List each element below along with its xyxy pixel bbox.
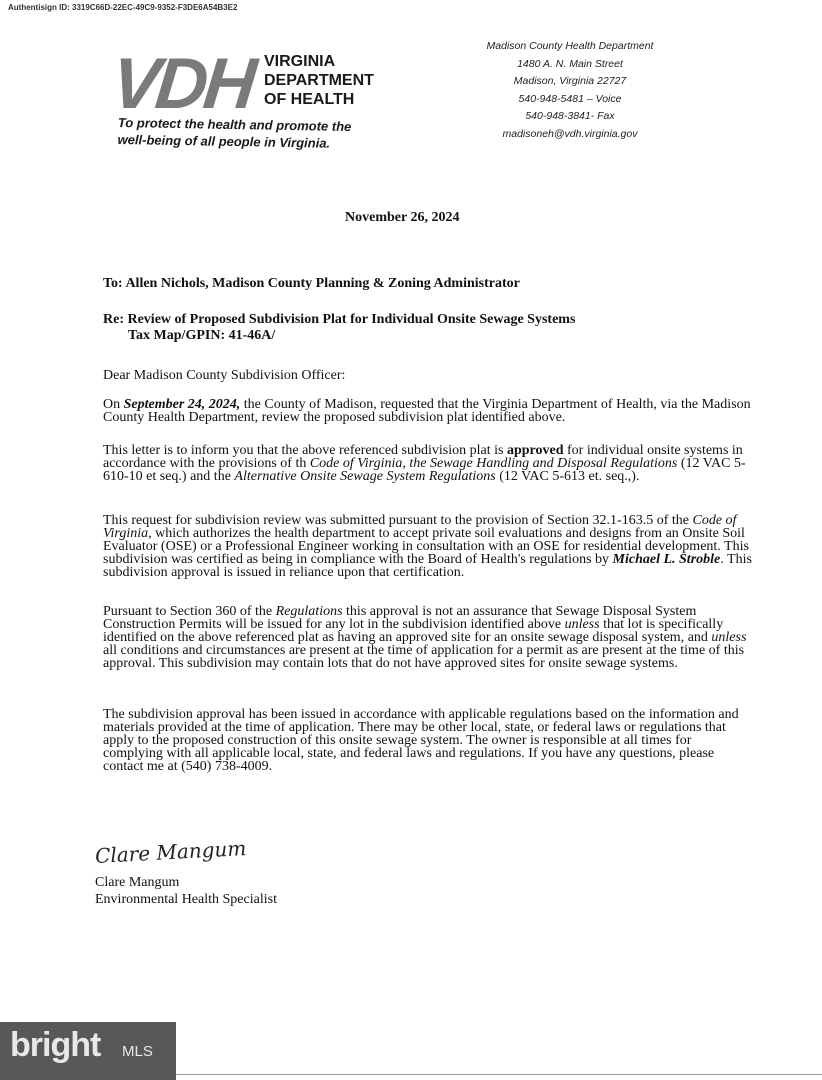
paragraph-approval	[103, 444, 753, 483]
tagline-line-2: well-being of all people in Virginia.	[117, 131, 331, 151]
re-tax-map: Tax Map/GPIN: 41-46A/	[128, 328, 276, 343]
paragraph-certification	[103, 514, 753, 579]
department-fax: 540-948-3841- Fax	[525, 110, 615, 122]
p2-text-g: (12 VAC 5-613 et. seq.,).	[495, 469, 640, 484]
vdh-tagline	[117, 114, 351, 152]
signer-title: Environmental Health Specialist	[95, 892, 277, 907]
authentisign-id: Authentisign ID: 3319C66D-22EC-49C9-9352-F3DE6A54B3E2	[8, 3, 238, 12]
p2-text-e: (12 VAC 5-610-10 et seq.) and the	[103, 456, 746, 484]
p1-text-c: the County of Madison, requested that the Virginia Department of Health, via the Madison County Health Department, review the proposed subdivision plat identified above.	[103, 397, 751, 425]
p2-code: Code of Virginia, the Sewage Handling and Disposal Regulations	[309, 456, 678, 471]
p3-text-a: This request for subdivision review was submitted pursuant to the provision of Section 32.1-163.5 of the	[103, 513, 693, 528]
p2-approved: approved	[506, 443, 564, 458]
p4-text-a: Pursuant to Section 360 of the	[103, 604, 276, 619]
salutation: Dear Madison County Subdivision Officer:	[103, 368, 346, 383]
p4-unless-2: unless	[711, 630, 747, 645]
paragraph-closing: The subdivision approval has been issued in accordance with applicable regulations based on the information and materials provided at the time of application. There may be other local, state, or federal laws or regulations that apply to the proposed construction of this onsite sewage system. The owner is responsible at all times for complying with all applicable local, state, and federal laws and regulations. If you have any questions, please contact me at (540) 738-4009.	[103, 707, 739, 774]
p4-unless-1: unless	[564, 617, 600, 632]
p2-text-a: This letter is to inform you that the above referenced subdivision plat is	[103, 443, 507, 458]
vdh-logo-mark: VDH	[107, 44, 257, 124]
logo-line-1: VIRGINIA	[264, 53, 336, 70]
paragraph-section-360	[103, 605, 753, 670]
department-name: Madison County Health Department	[486, 40, 654, 52]
p3-text-e: . This subdivision approval is issued in reliance upon that certification.	[103, 552, 752, 580]
re-subject: Re: Review of Proposed Subdivision Plat for Individual Onsite Sewage Systems	[103, 312, 576, 327]
tagline-line-1: To protect the health and promote the	[117, 114, 352, 135]
to-line: To: Allen Nichols, Madison County Planning & Zoning Administrator	[103, 276, 520, 291]
bright-mls-suffix: MLS	[122, 1043, 153, 1060]
p4-text-g: all conditions and circumstances are present at the time of application for a permit as are present at the time of this approval. This subdivision may contain lots that do not have approved sites for onsite sewage systems.	[103, 643, 745, 671]
p3-engineer: Michael L. Stroble	[612, 552, 721, 567]
vdh-logo-text	[264, 52, 374, 109]
p1-text-a: On	[103, 397, 124, 412]
department-street: 1480 A. N. Main Street	[517, 57, 623, 70]
signer-name: Clare Mangum	[95, 875, 180, 890]
p3-code: Code of Virginia	[103, 513, 737, 541]
paragraph-request	[103, 398, 753, 424]
p2-text-c: for individual onsite systems in accordance with the provisions of th	[103, 443, 743, 471]
department-city: Madison, Virginia 22727	[513, 75, 627, 87]
p3-text-c: , which authorizes the health department to accept private soil evaluations and designs from an Onsite Soil Evaluator (OSE) or a Professional Engineer working in consultation with an OSE for residential development. This subdivision was certified as being in compliance with the Board of Health's regulations by	[103, 526, 749, 567]
bright-logo-text: bright	[10, 1026, 101, 1064]
logo-line-2: DEPARTMENT	[264, 72, 374, 89]
re-line	[103, 312, 575, 344]
p2-alt-regs: Alternative Onsite Sewage System Regulations	[234, 469, 496, 484]
department-voice: 540-948-5481 – Voice	[518, 92, 622, 105]
p4-text-c: this approval is not an assurance that Sewage Disposal System Construction Permits will be issued for any lot in the subdivision identified above	[103, 604, 697, 632]
page-bottom-rule	[176, 1074, 822, 1075]
logo-line-3: OF HEALTH	[264, 91, 355, 108]
department-email: madisoneh@vdh.virginia.gov	[502, 127, 638, 140]
p1-date: September 24, 2024,	[123, 397, 241, 412]
signature-script: Clare Mangum	[94, 836, 247, 868]
letter-date: November 26, 2024	[345, 210, 460, 225]
department-address-block	[470, 38, 670, 143]
p4-regulations: Regulations	[275, 604, 343, 619]
p4-text-e: that lot is specifically identified on the above referenced plat as having an approved site for an onsite sewage disposal system, and	[103, 617, 724, 645]
